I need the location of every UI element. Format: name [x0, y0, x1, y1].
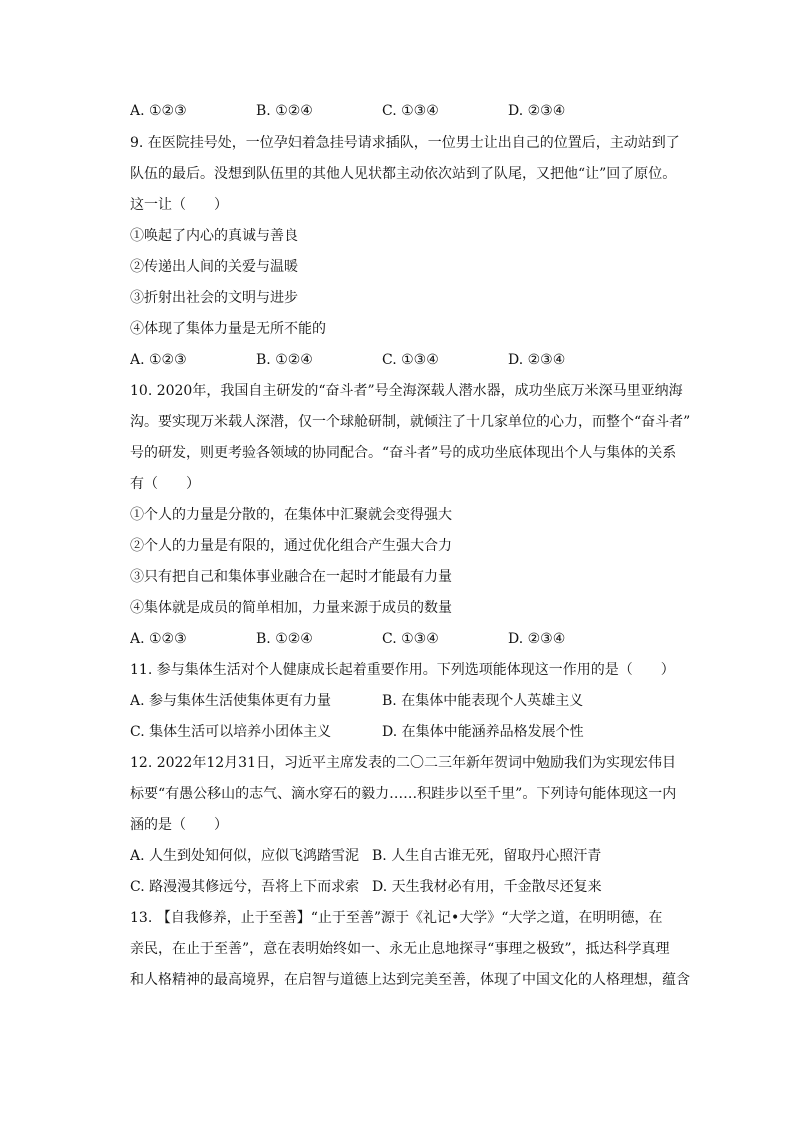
q9-stem-line-3: 这一让（ ） — [130, 197, 228, 213]
q10-stem-line-2: 沟。要实现万米载人深潜，仅一个球舱研制，就倾注了十几家单位的心力，而整个“奋斗者” — [130, 414, 690, 430]
q10-stem-line-4: 有（ ） — [130, 476, 200, 492]
q12-options-row-2 — [130, 877, 690, 897]
q13-stem-line-3: 和人格精神的最高境界，在启智与道德上达到完美至善，体现了中国文化的人格理想，蕴含 — [130, 972, 690, 988]
q12-stem-line-3: 涵的是（ ） — [130, 817, 228, 833]
q9-option-d: D. ②③④ — [508, 352, 566, 368]
q9-option-c: C. ①③④ — [382, 352, 439, 368]
q9-statement-4: ④体现了集体力量是无所不能的 — [130, 321, 326, 337]
q9-statement-1: ①唤起了内心的真诚与善良 — [130, 228, 298, 244]
q10-option-a: A. ①②③ — [130, 631, 187, 647]
q10-option-c: C. ①③④ — [382, 631, 439, 647]
q10-statement-3: ③只有把自己和集体事业融合在一起时才能最有力量 — [130, 569, 452, 585]
q10-options — [130, 629, 690, 649]
q9-option-a: A. ①②③ — [130, 352, 187, 368]
q9-option-b: B. ①②④ — [256, 352, 313, 368]
q10-statement-1: ①个人的力量是分散的，在集体中汇聚就会变得强大 — [130, 507, 452, 523]
q9-statement-3: ③折射出社会的文明与进步 — [130, 290, 298, 306]
q12-stem-line-2: 标要“有愚公移山的志气、滴水穿石的毅力……积跬步以至千里”。下列诗句能体现这一内 — [130, 786, 677, 802]
q9-statement-2: ②传递出人间的关爱与温暖 — [130, 259, 298, 275]
q12-option-c: C. 路漫漫其修远兮，吾将上下而求索 — [130, 879, 360, 895]
q10-statement-4: ④集体就是成员的简单相加，力量来源于成员的数量 — [130, 600, 452, 616]
q13-stem-line-2: 亲民，在止于至善”，意在表明始终如一、永无止息地探寻“事理之极致”，抵达科学真理 — [130, 941, 670, 957]
q10-statement-2: ②个人的力量是有限的，通过优化组合产生强大合力 — [130, 538, 452, 554]
q9-stem-line-2: 队伍的最后。没想到队伍里的其他人见状都主动依次站到了队尾，又把他“让”回了原位。 — [130, 166, 677, 182]
q8-option-b: B. ①②④ — [256, 103, 313, 119]
q11-option-a: A. 参与集体生活使集体更有力量 — [130, 693, 332, 709]
q10-option-d: D. ②③④ — [508, 631, 566, 647]
q10-stem-line-3: 号的研发，则更考验各领域的协同配合。“奋斗者”号的成功坐底体现出个人与集体的关系 — [130, 445, 677, 461]
q12-option-d: D. 天生我材必有用，千金散尽还复来 — [372, 879, 602, 895]
q10-option-b: B. ①②④ — [256, 631, 313, 647]
q12-option-a: A. 人生到处知何似，应似飞鸿踏雪泥 — [130, 848, 360, 864]
q8-option-d: D. ②③④ — [508, 103, 566, 119]
q12-stem-line-1: 12. 2022年12月31日，习近平主席发表的二〇二三年新年贺词中勉励我们为实现宏伟目 — [130, 755, 676, 771]
q11-options-row-1 — [130, 691, 690, 711]
q10-stem-line-1: 10. 2020年，我国自主研发的“奋斗者”号全海深载人潜水器，成功坐底万米深马里亚纳海 — [130, 383, 683, 399]
q8-option-c: C. ①③④ — [382, 103, 439, 119]
q11-option-d: D. 在集体中能涵养品格发展个性 — [382, 724, 584, 740]
q11-options-row-2 — [130, 722, 690, 742]
q8-option-a: A. ①②③ — [130, 103, 187, 119]
q13-stem-line-1: 13. 【自我修养，止于至善】“止于至善”源于《礼记•大学》“大学之道，在明明德，在 — [130, 910, 663, 926]
q9-options — [130, 350, 690, 370]
q12-options-row-1 — [130, 846, 690, 866]
q11-option-b: B. 在集体中能表现个人英雄主义 — [382, 693, 584, 709]
q11-option-c: C. 集体生活可以培养小团体主义 — [130, 724, 332, 740]
q12-option-b: B. 人生自古谁无死，留取丹心照汗青 — [372, 848, 602, 864]
q9-stem-line-1: 9. 在医院挂号处，一位孕妇着急挂号请求插队，一位男士让出自己的位置后，主动站到了 — [130, 135, 680, 151]
q11-stem-line-1: 11. 参与集体生活对个人健康成长起着重要作用。下列选项能体现这一作用的是（ ） — [130, 662, 675, 678]
q8-options — [130, 101, 690, 121]
